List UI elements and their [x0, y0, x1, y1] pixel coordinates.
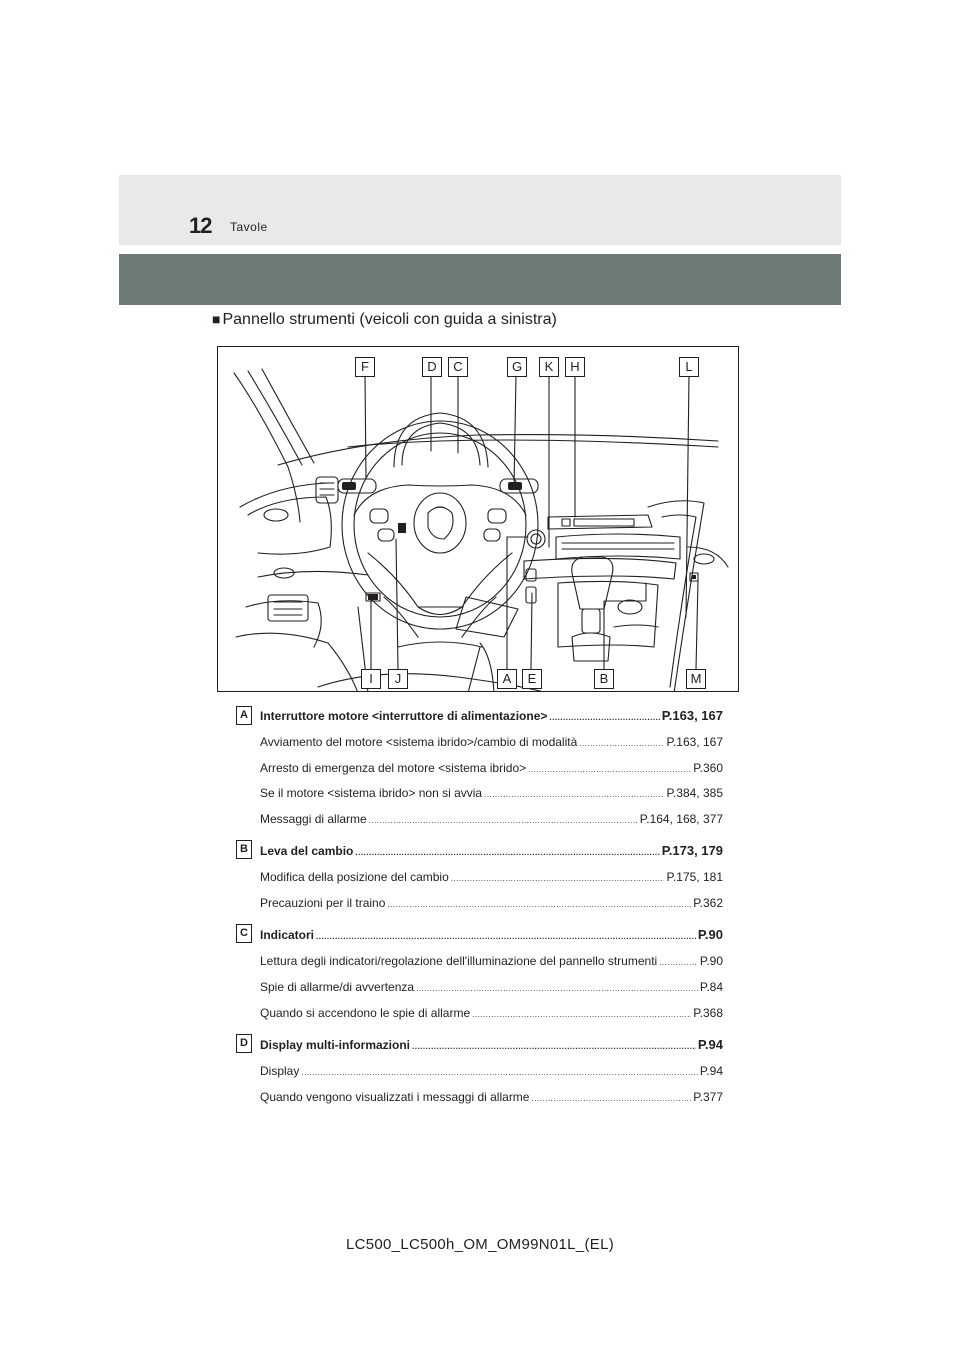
callout-a: A	[497, 669, 517, 689]
section-banner	[119, 254, 841, 305]
list-item: Spie di allarme/di avvertenza ..... P.84	[260, 980, 723, 994]
section-title: Tavole	[230, 220, 268, 234]
dashboard-drawing	[218, 347, 739, 692]
document-code: LC500_LC500h_OM_OM99N01L_(EL)	[345, 1236, 615, 1253]
instrument-panel-illustration	[217, 346, 739, 692]
header-bar	[119, 175, 841, 245]
callout-l: L	[679, 357, 699, 377]
list-item: Precauzioni per il traino ..... P.362	[260, 896, 723, 910]
section-marker-b: B	[236, 840, 252, 859]
section-marker-c: C	[236, 924, 252, 943]
subheading	[212, 311, 557, 329]
callout-e: E	[522, 669, 542, 689]
list-item: Quando vengono visualizzati i messaggi di allarme ..... P.377	[260, 1090, 723, 1104]
list-item: Display ..... P.94	[260, 1064, 723, 1078]
entry-shift-lever: Leva del cambio ..... P.173, 179	[260, 843, 723, 858]
list-item: Quando si accendono le spie di allarme ..... P.368	[260, 1006, 723, 1020]
list-item: Arresto di emergenza del motore <sistema ibrido> ..... P.360	[260, 761, 723, 775]
list-item: Avviamento del motore <sistema ibrido>/cambio di modalità ..... P.163, 167	[260, 735, 723, 749]
section-marker-d: D	[236, 1034, 252, 1053]
entry-multi-info-display: Display multi-informazioni ..... P.94	[260, 1037, 723, 1052]
entry-engine-switch: Interruttore motore <interruttore di alimentazione> ..... P.163, 167	[260, 708, 723, 723]
callout-m: M	[686, 669, 706, 689]
page-number: 12	[189, 213, 212, 238]
callout-c: C	[448, 357, 468, 377]
callout-h: H	[565, 357, 585, 377]
list-item: Messaggi di allarme ..... P.164, 168, 377	[260, 812, 723, 826]
callout-f: F	[355, 357, 375, 377]
section-marker-a: A	[236, 706, 252, 725]
callout-i: I	[361, 669, 381, 689]
list-item: Lettura degli indicatori/regolazione dell'illuminazione del pannello strumenti ..... P.90	[260, 954, 723, 968]
entry-gauges: Indicatori ..... P.90	[260, 927, 723, 942]
list-item: Se il motore <sistema ibrido> non si avvia ..... P.384, 385	[260, 786, 723, 800]
callout-k: K	[539, 357, 559, 377]
subheading-text: Pannello strumenti (veicoli con guida a sinistra)	[222, 311, 557, 328]
callout-b: B	[594, 669, 614, 689]
callout-g: G	[507, 357, 527, 377]
square-bullet-icon: ■	[212, 311, 221, 327]
list-item: Modifica della posizione del cambio ..... P.175, 181	[260, 870, 723, 884]
callout-d: D	[422, 357, 442, 377]
callout-j: J	[388, 669, 408, 689]
